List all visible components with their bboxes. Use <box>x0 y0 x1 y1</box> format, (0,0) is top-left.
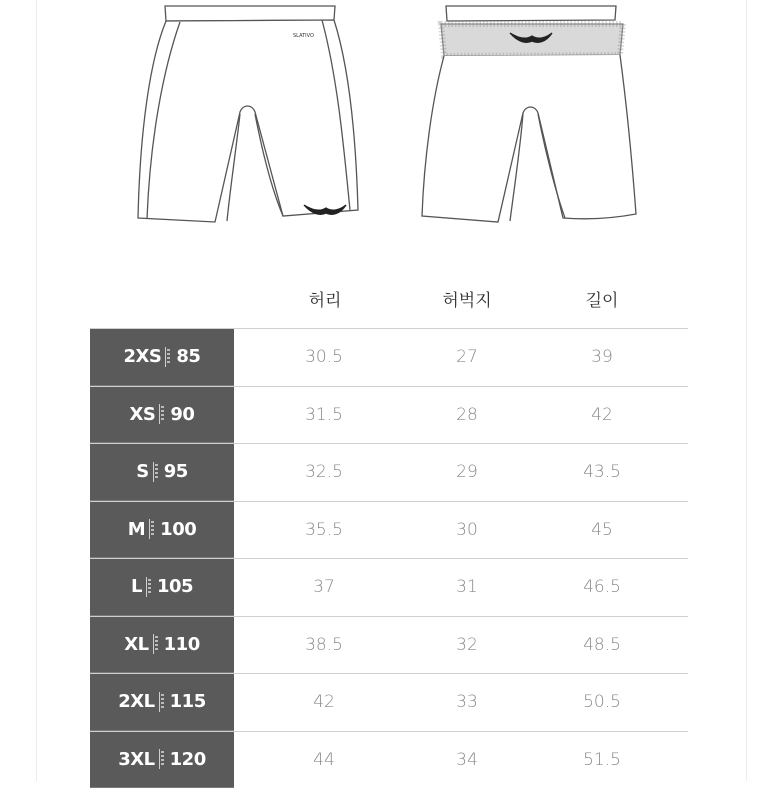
length-value: 50.5 <box>532 674 672 731</box>
front-brand-text: SLATIVO <box>293 33 314 39</box>
front-shorts <box>138 6 358 222</box>
size-label-cell <box>90 674 234 731</box>
size-separator <box>149 519 156 539</box>
size-number: 105 <box>157 576 193 597</box>
size-number: 95 <box>164 461 188 482</box>
waist-value: 42 <box>254 674 394 731</box>
size-separator <box>159 404 166 424</box>
size-label-cell <box>90 444 234 501</box>
thigh-value: 33 <box>397 674 537 731</box>
size-separator <box>165 347 172 367</box>
size-code: 3XL <box>118 749 154 770</box>
size-label-cell <box>90 617 234 674</box>
column-header-length: 길이 <box>532 284 672 318</box>
length-value: 51.5 <box>532 732 672 788</box>
size-separator <box>159 749 166 769</box>
size-label-cell <box>90 387 234 444</box>
size-number: 110 <box>164 634 200 655</box>
size-table <box>90 328 688 788</box>
table-row <box>90 558 688 616</box>
table-row <box>90 616 688 674</box>
size-number: 90 <box>170 404 194 425</box>
thigh-value: 34 <box>397 732 537 788</box>
waist-value: 31.5 <box>254 387 394 444</box>
table-row <box>90 501 688 559</box>
length-value: 45 <box>532 502 672 559</box>
size-code: S <box>136 461 148 482</box>
size-number: 100 <box>160 519 196 540</box>
size-code: XL <box>124 634 148 655</box>
thigh-value: 31 <box>397 559 537 616</box>
waist-value: 38.5 <box>254 617 394 674</box>
table-row <box>90 386 688 444</box>
waist-value: 35.5 <box>254 502 394 559</box>
back-shorts <box>422 6 636 222</box>
thigh-value: 30 <box>397 502 537 559</box>
table-row <box>90 731 688 788</box>
table-row <box>90 328 688 386</box>
size-number: 85 <box>176 346 200 367</box>
size-label-cell <box>90 732 234 788</box>
waist-value: 32.5 <box>254 444 394 501</box>
size-code: XS <box>130 404 156 425</box>
length-value: 48.5 <box>532 617 672 674</box>
size-number: 115 <box>170 691 206 712</box>
thigh-value: 28 <box>397 387 537 444</box>
column-header-thigh: 허벅지 <box>397 284 537 318</box>
size-number: 120 <box>170 749 206 770</box>
table-header <box>234 284 687 318</box>
length-value: 43.5 <box>532 444 672 501</box>
thigh-value: 32 <box>397 617 537 674</box>
size-label-cell <box>90 502 234 559</box>
size-separator <box>153 462 160 482</box>
size-code: 2XL <box>118 691 154 712</box>
size-code: M <box>128 519 145 540</box>
thigh-value: 27 <box>397 329 537 386</box>
waist-value: 37 <box>254 559 394 616</box>
length-value: 46.5 <box>532 559 672 616</box>
size-separator <box>153 634 160 654</box>
table-row <box>90 673 688 731</box>
thigh-value: 29 <box>397 444 537 501</box>
waist-value: 30.5 <box>254 329 394 386</box>
length-value: 39 <box>532 329 672 386</box>
column-header-waist: 허리 <box>255 284 395 318</box>
length-value: 42 <box>532 387 672 444</box>
shorts-drawing <box>0 0 781 240</box>
waist-value: 44 <box>254 732 394 788</box>
size-separator <box>159 692 166 712</box>
table-row <box>90 443 688 501</box>
shorts-illustration <box>0 0 781 240</box>
size-label-cell <box>90 559 234 616</box>
size-code: 2XS <box>124 346 162 367</box>
size-separator <box>146 577 153 597</box>
size-code: L <box>131 576 142 597</box>
size-label-cell <box>90 329 234 386</box>
